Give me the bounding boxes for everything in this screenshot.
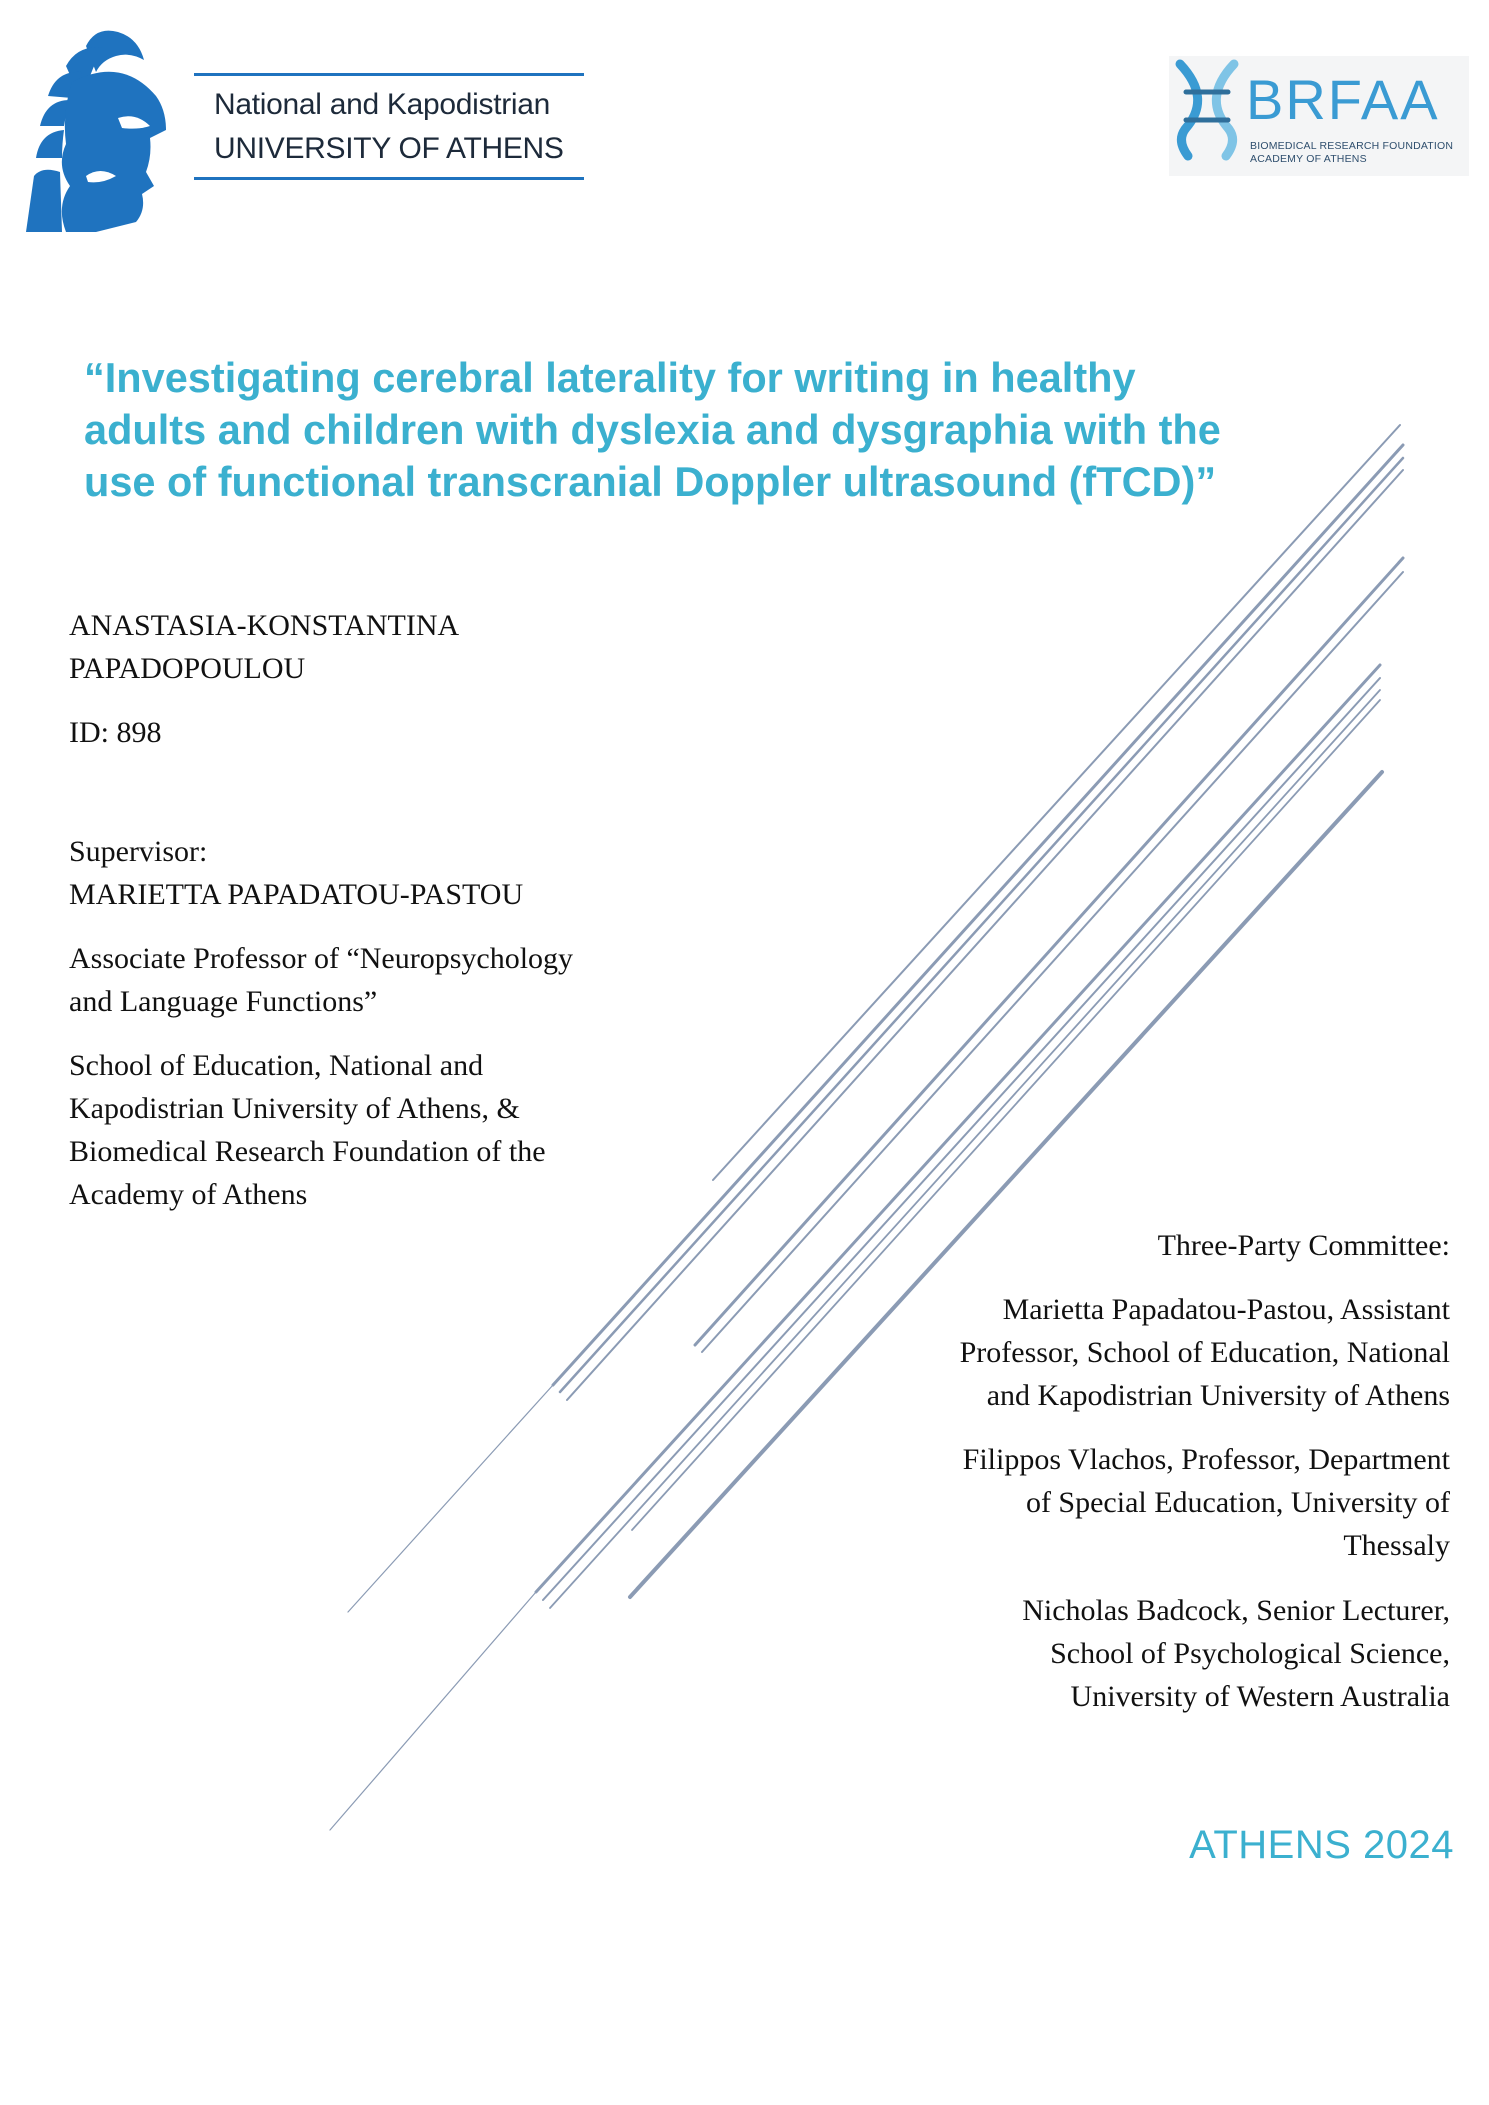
author-name-line1: ANASTASIA-KONSTANTINA	[69, 609, 460, 642]
brfaa-emblem-icon	[1172, 58, 1242, 162]
supervisor-affiliation-line1: School of Education, National and	[69, 1049, 484, 1082]
place-and-year: ATHENS 2024	[1189, 1823, 1454, 1867]
athena-helmet-logo	[26, 26, 176, 234]
author-name-line2: PAPADOPOULOU	[69, 652, 306, 685]
brfaa-wordmark: BRFAA	[1246, 68, 1440, 131]
committee-member-2-line2: of Special Education, University of	[1025, 1486, 1450, 1519]
committee-member-1-line1: Marietta Papadatou-Pastou, Assistant	[1002, 1293, 1450, 1326]
supervisor-label: Supervisor:	[69, 835, 208, 868]
supervisor-affiliation-line4: Academy of Athens	[69, 1178, 308, 1211]
committee-member-3-line3: University of Western Australia	[1070, 1680, 1450, 1713]
supervisor-affiliation-line3: Biomedical Research Foundation of the	[69, 1135, 546, 1168]
deco-line	[713, 425, 1400, 1180]
committee-label: Three-Party Committee:	[1157, 1229, 1450, 1262]
student-id: ID: 898	[69, 716, 162, 749]
header-rule-top	[194, 73, 584, 76]
supervisor-role-line1: Associate Professor of “Neuropsychology	[69, 942, 574, 975]
supervisor-role-line2: and Language Functions”	[69, 985, 378, 1018]
committee-member-2-line3: Thessaly	[1343, 1529, 1450, 1562]
committee-member-1-line2: Professor, School of Education, National	[959, 1336, 1450, 1369]
supervisor-affiliation-line2: Kapodistrian University of Athens, &	[69, 1092, 520, 1125]
committee-member-3-line1: Nicholas Badcock, Senior Lecturer,	[1022, 1594, 1450, 1627]
deco-line	[348, 1385, 553, 1612]
deco-line	[330, 1592, 536, 1830]
supervisor-name: MARIETTA PAPADATOU-PASTOU	[69, 878, 524, 911]
committee-member-3-line2: School of Psychological Science,	[1050, 1637, 1450, 1670]
header-rule-bottom	[194, 177, 584, 180]
committee-member-1-line3: and Kapodistrian University of Athens	[986, 1379, 1450, 1412]
committee-member-2-line1: Filippos Vlachos, Professor, Department	[962, 1443, 1450, 1476]
brfaa-subtitle-line2: ACADEMY OF ATHENS	[1250, 153, 1367, 165]
university-name-line1: National and Kapodistrian	[214, 88, 551, 121]
brfaa-subtitle-line1: BIOMEDICAL RESEARCH FOUNDATION	[1250, 140, 1454, 152]
thesis-title: “Investigating cerebral laterality for writing in healthy adults and children with dyslexia and dysgraphia with the use of functional transcranial Doppler ultrasound (fTCD)”	[84, 354, 1221, 505]
university-name-line2: UNIVERSITY OF ATHENS	[214, 132, 564, 165]
